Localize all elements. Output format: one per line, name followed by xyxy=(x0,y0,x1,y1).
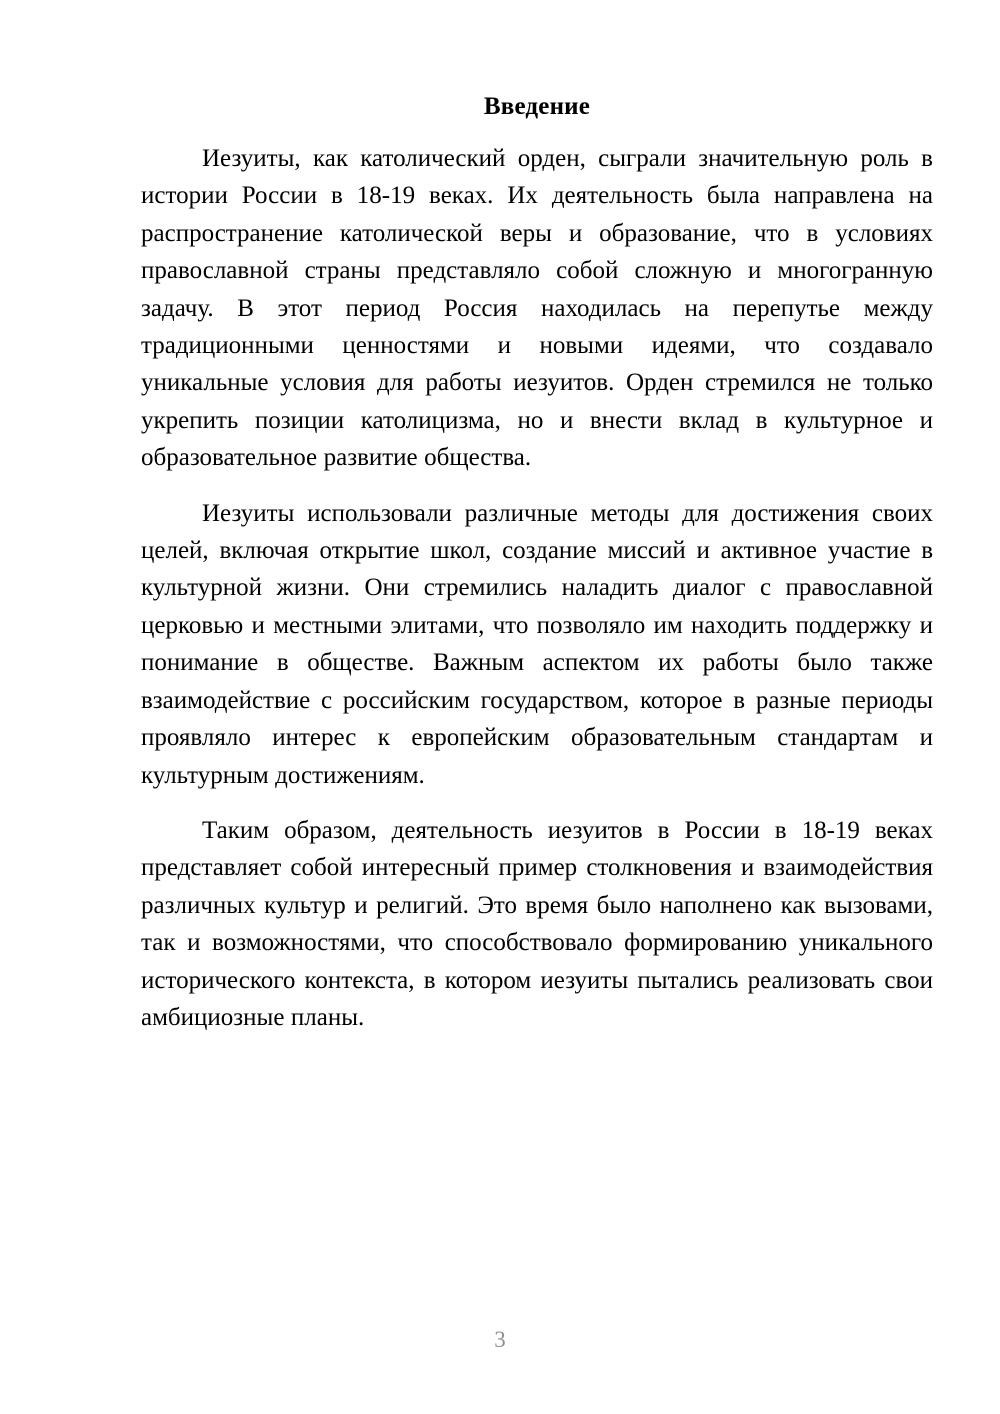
page-title: Введение xyxy=(483,93,591,120)
paragraph-3: Таким образом, деятельность иезуитов в России в 18-19 веках представляет собой интересный пример столкновения и взаимодействия различных культур и религий. Это время было наполнено как вызовами, так и возможностями, что способствовало формированию уникального исторического контекста, в котором иезуиты пытались реализовать свои амбициозные планы. xyxy=(141,816,933,1031)
page-number: 3 xyxy=(494,1327,506,1352)
document-body xyxy=(141,140,933,1036)
paragraph-2: Иезуиты использовали различные методы для достижения своих целей, включая открытие школ, создание миссий и активное участие в культурной жизни. Они стремились наладить диалог с православной церковью и местными элитами, что позволяло им находить поддержку и понимание в обществе. Важным аспектом их работы было также взаимодействие с российским государством, которое в разные периоды проявляло интерес к европейским образовательным стандартам и культурным достижениям. xyxy=(141,499,933,789)
paragraph-1: Иезуиты, как католический орден, сыграли значительную роль в истории России в 18-19 веках. Их деятельность была направлена на распространение католической веры и образование, что в условиях православной страны представляло собой сложную и многогранную задачу. В этот период Россия находилась на перепутье между традиционными ценностями и новыми идеями, что создавало уникальные условия для работы иезуитов. Орден стремился не только укрепить позиции католицизма, но и внести вклад в культурное и образовательное развитие общества. xyxy=(141,145,933,472)
